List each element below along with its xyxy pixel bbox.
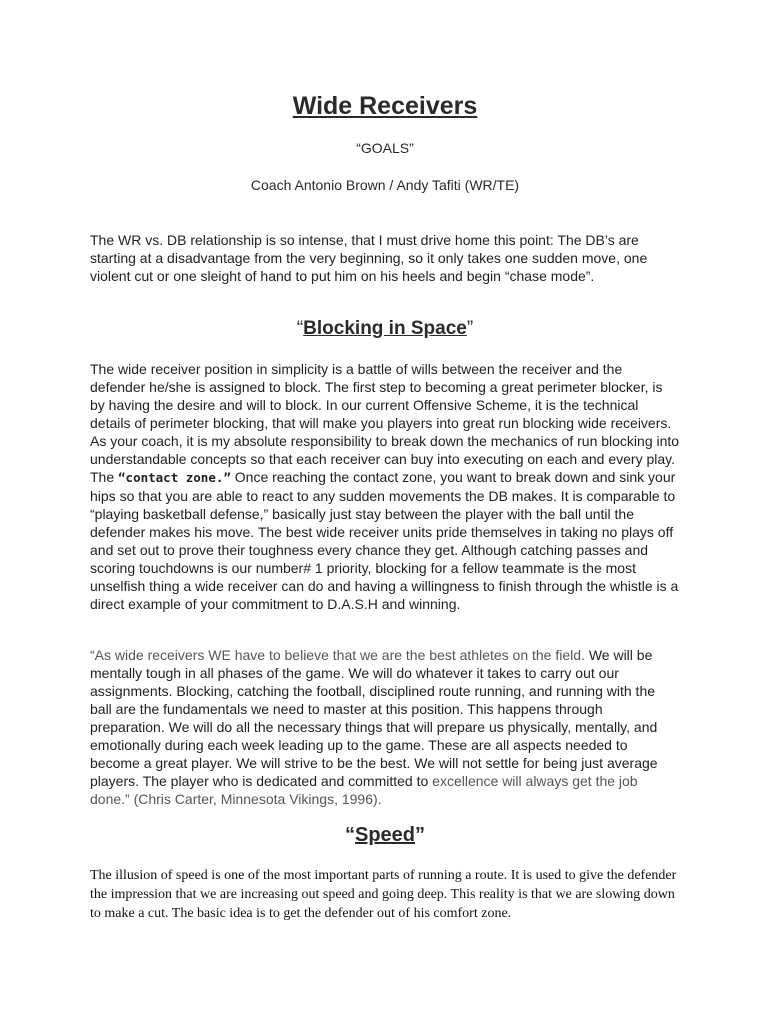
document-title: Wide Receivers (292, 92, 478, 120)
quote-paragraph (90, 646, 680, 808)
speed-heading (90, 824, 680, 847)
coaches-line: Coach Antonio Brown / Andy Tafiti (WR/TE) (250, 177, 520, 193)
speed-close-quote: ” (415, 824, 426, 846)
quote-main: We will be mentally tough in all phases of the game. We will do whatever it takes to carry out our assignments. Blocking, catching the football, disciplined route running, and running with the ball are the fundamentals we need to master at this position. This happens through preparation. We will do all the necessary things that will prepare us physically, mentally, and emotionally during each week leading up to the game. These are all aspects needed to become a great player. We will strive to be the best. We will not settle for being just average players. The player who is dedicated and committed to (90, 647, 658, 789)
blocking-text-part2: Once reaching the contact zone, you want to break down and sink your hips so that you are able to react to any sudden movements the DB makes. It is comparable to “playing basketball defense,” basically just stay between the player with the ball until the defender makes his move. The best wide receiver units pride themselves in taking no plays off and set out to prove their toughness every chance they get. Although catching passes and scoring touchdowns is our number# 1 priority, blocking for a fellow teammate is the most unselfish thing a wide receiver can do and having a willingness to finish through the whistle is a direct example of your commitment to D.A.S.H and winning. (90, 469, 679, 612)
heading-text: Blocking in Space (303, 318, 467, 339)
speed-heading-text: Speed (354, 824, 416, 846)
contact-zone-term: “contact zone.” (118, 470, 231, 485)
heading-open-quote: “ (296, 318, 304, 339)
heading-close-quote: ” (466, 318, 474, 339)
goals-subtitle: “GOALS” (356, 140, 414, 156)
speed-paragraph: The illusion of speed is one of the most important parts of running a route. It is used to give the defender the impression that we are increasing out speed and going deep. This reality is that we are slowing down to make a cut. The basic idea is to get the defender out of his comfort zone. (90, 868, 677, 921)
intro-paragraph: The WR vs. DB relationship is so intense, that I must drive home this point: The DB’s are starting at a disadvantage from the very beginning, so it only takes one sudden move, one violent cut or one sleight of hand to put him on his heels and begin “chase mode”. (90, 232, 648, 284)
blocking-paragraph (90, 360, 680, 613)
speed-open-quote: “ (344, 824, 355, 846)
quote-light-start: “As wide receivers WE have to believe that we are the best athletes on the field. (90, 647, 585, 663)
blocking-text-part1: The wide receiver position in simplicity is a battle of wills between the receiver and the defender he/she is assigned to block. The first step to becoming a great perimeter blocker, is by having the desire and will to block. In our current Offensive Scheme, it is the technical details of perimeter blocking, that will make you players into great run blocking wide receivers. As your coach, it is my absolute responsibility to break down the mechanics of run blocking into understandable concepts so that each receiver can buy into executing on each and every play. The (90, 361, 680, 485)
blocking-in-space-heading (90, 318, 680, 340)
quote-light-end: excellence will always get the job done.” (Chris Carter, Minnesota Vikings, 1996). (90, 773, 638, 807)
